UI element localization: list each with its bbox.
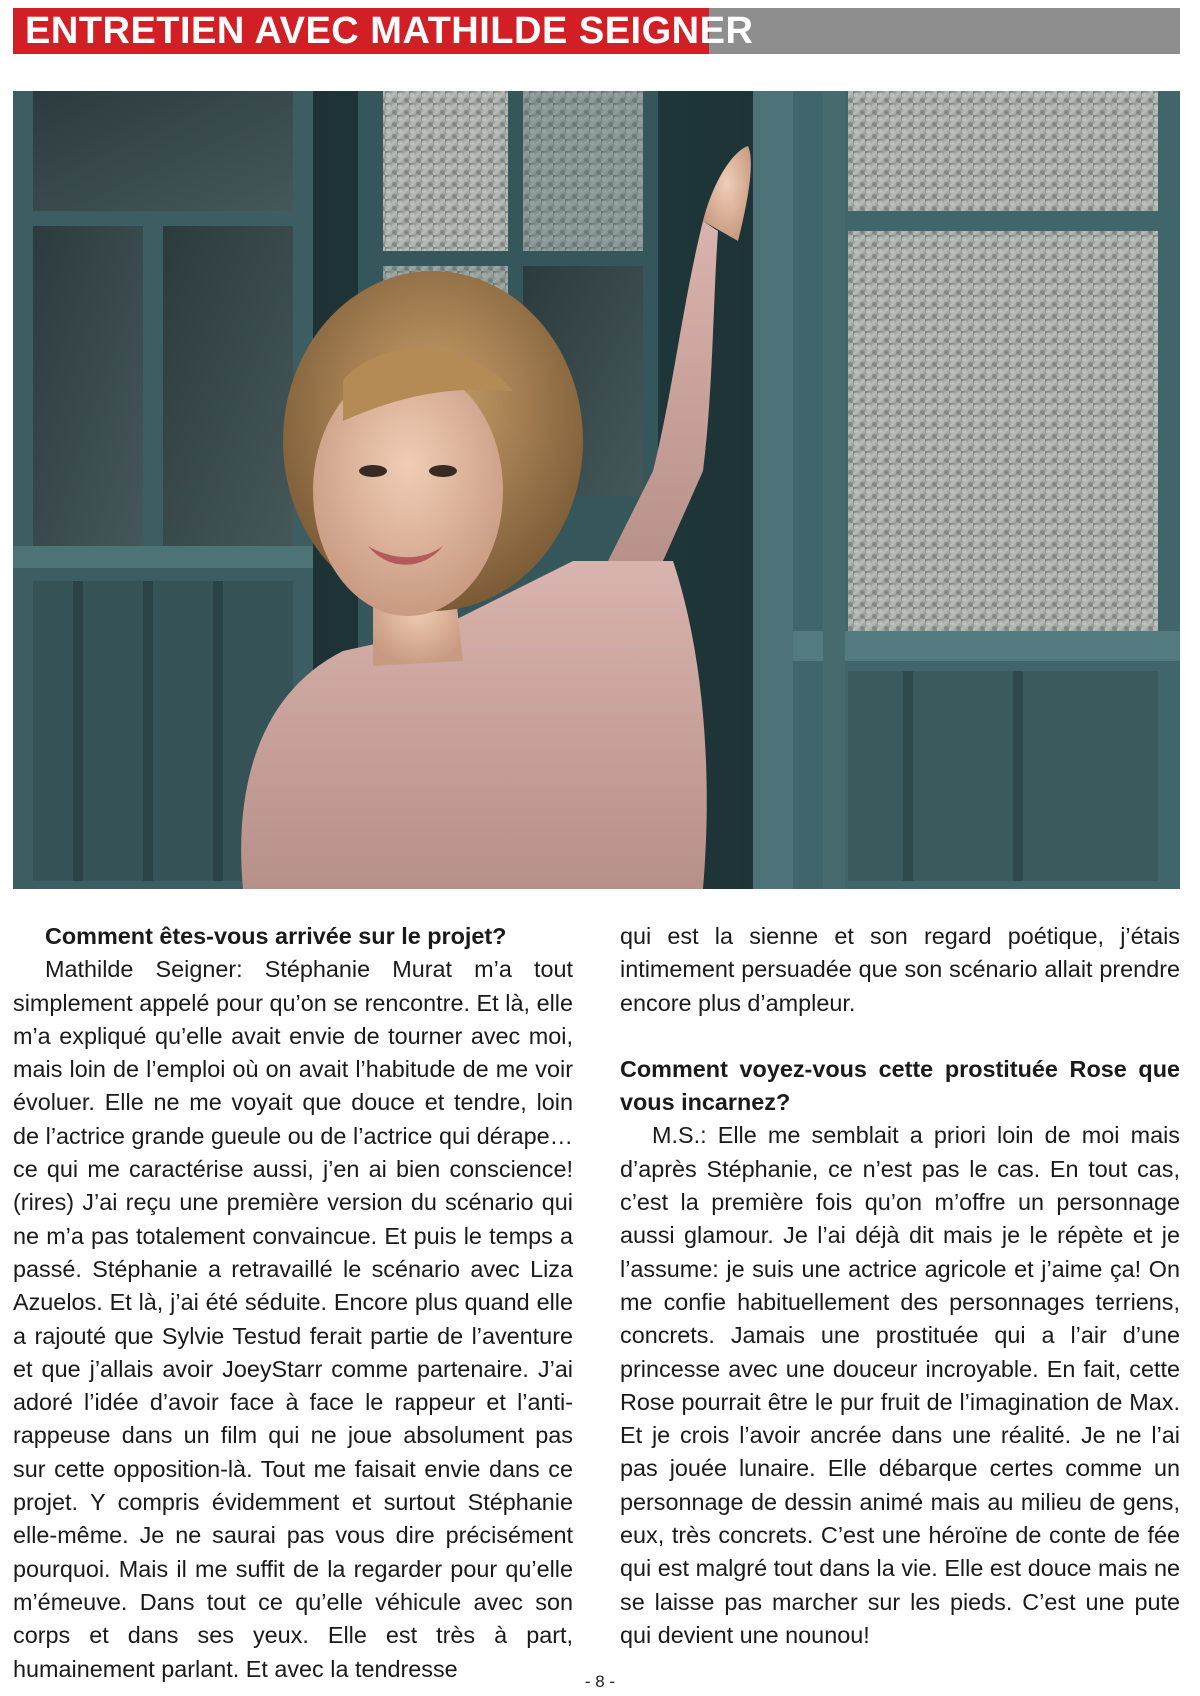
feature-photo [13,91,1180,889]
header-bar [13,8,1180,54]
photo-illustration [13,91,1180,889]
answer-2: M.S.: Elle me semblait a priori loin de moi mais d’après Stéphanie, ce n’est pas le cas. En tout cas, c’est la première fois qu’on m’offre un personnage aussi glamour. Je l’ai déjà dit mais je le répète et je l’assume: je suis une actrice agricole et j’aime ça! On me confie habituellement des personnages terriens, concrets. Jamais une prostituée qui a l’air d’une princesse avec une douceur incroyable. En fait, cette Rose pourrait être le pur fruit de l’imagination de Max. Et je crois l’avoir ancrée dans une réalité. Je ne l’ai pas jouée lunaire. Elle débarque certes comme un personnage de dessin animé mais au milieu de gens, eux, très concrets. C’est une héroïne de conte de fée qui est malgré tout dans la vie. Elle est douce mais ne se laisse pas marcher sur les pieds. C’est une pute qui devient une nounou! [620,1122,1180,1648]
article-column-right [620,920,1180,1652]
article-column-left [13,920,573,1686]
question-2: Comment voyez-vous cette prostituée Rose que vous incarnez? [620,1055,1180,1116]
paragraph-spacer [620,1020,1180,1053]
question-1: Comment êtes-vous arrivée sur le projet? [45,923,507,949]
header-title-block [13,8,754,54]
answer-1-part-1: Mathilde Seigner: Stéphanie Murat m’a tout simplement appelé pour qu’on se rencontre. Et là, elle m’a expliqué qu’elle avait envie de tourner avec moi, mais loin de l’emploi où on avait l’habitude de me voir évoluer. Elle ne me voyait que douce et tendre, loin de l’actrice grande gueule ou de l’actrice qui dérape… ce qui me caractérise aussi, j’en ai bien conscience! (rires) J’ai reçu une première version du scénario qui ne m’a pas totalement convaincue. Et puis le temps a passé. Stéphanie a retravaillé le scénario avec Liza Azuelos. Et là, j’ai été séduite. Encore plus quand elle a rajouté que Sylvie Testud ferait partie de l’aventure et que j’allais avoir JoeyStarr comme partenaire. J’ai adoré l’idée d’avoir face à face le rappeur et l’anti-rappeuse dans un film qui ne joue absolument pas sur cette opposition-là. Tout me faisait envie dans ce projet. Y compris évidemment et surtout Stéphanie elle-même. Je ne saurai pas vous dire précisément pourquoi. Mais il me suffit de la regarder pour qu’elle m’émeuve. Dans tout ce qu’elle véhicule avec son corps et dans ses yeux. Elle est très à part, humainement parlant. Et avec la tendresse [13,956,573,1682]
answer-1-part-2: qui est la sienne et son regard poétique, j’étais intimement persuadée que son scénario allait prendre encore plus d’ampleur. [620,923,1180,1016]
page-title: ENTRETIEN AVEC MATHILDE SEIGNER [25,9,754,52]
page-number: - 8 - [584,1672,616,1691]
